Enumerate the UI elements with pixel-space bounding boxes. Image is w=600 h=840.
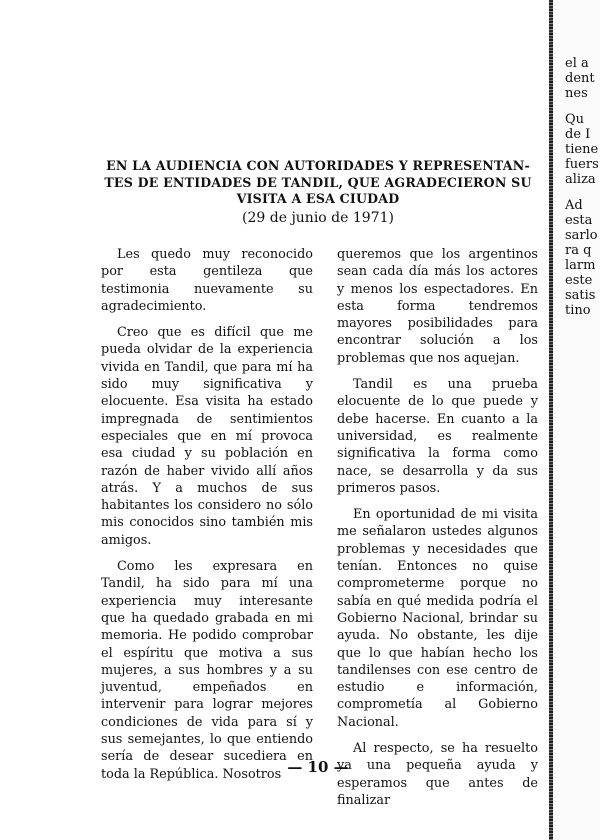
heading-line-3: VISITA A ESA CIUDAD bbox=[236, 191, 400, 206]
paragraph: Como les expresara en Tandil, ha sido para mí una experiencia muy interesante que ha quedado grabada en mi memoria. He podido comprobar el espíritu que motiva a sus mujeres, a sus hombres y a su juventud, empeñados en intervenir para lograr mejores condiciones de vida para sí y sus semejantes, lo que entiendo sería de desear sucediera en toda la República. Nosotros bbox=[101, 559, 313, 782]
paragraph: En oportunidad de mi visita me señalaron ustedes algunos problemas y necesidades que tenían. Entonces no quise comprometerme porque no sabía en qué medida podría el Gobierno Nacional, brindar su ayuda. No obstante, les dije que lo que habían hecho los tandilenses con ese centro de estudio e información, comprometía al Gobierno Nacional. bbox=[337, 507, 538, 730]
paragraph: Al respecto, se ha resuelto ya una pequeña ayuda y esperamos que antes de finalizar bbox=[337, 741, 538, 808]
paragraph: Les quedo muy reconocido por esta gentileza que testimonia nuevamente su agradecimiento. bbox=[101, 247, 313, 314]
paragraph: queremos que los argentinos sean cada día más los actores y menos los espectadores. En esta forma tendremos mayores posibilidades para encontrar solución a los problemas que nos aquejan. bbox=[337, 247, 538, 366]
facing-page-fragment bbox=[553, 0, 600, 840]
facing-page-line: este bbox=[565, 273, 593, 288]
speech-date: (29 de junio de 1971) bbox=[242, 210, 394, 226]
facing-page-line: el a bbox=[565, 56, 589, 71]
facing-page-line: sarlo bbox=[565, 228, 598, 243]
heading-line-1: EN LA AUDIENCIA CON AUTORIDADES Y REPRESENTAN- bbox=[106, 158, 530, 173]
paragraph: Tandil es una prueba elocuente de lo que puede y debe hacerse. En cuanto a la universidad, es realmente significativa la forma como nace, se desarrolla y da sus primeros pasos. bbox=[337, 377, 538, 496]
facing-page-line: tiene bbox=[565, 142, 599, 157]
facing-page-line: aliza bbox=[565, 172, 596, 187]
facing-page-line: nes bbox=[565, 86, 588, 101]
facing-page-line: fuers bbox=[565, 157, 599, 172]
facing-page-line: Ad bbox=[565, 198, 583, 213]
facing-page-line: esta bbox=[565, 213, 593, 228]
facing-page-line: dent bbox=[565, 71, 595, 86]
page-number: — 10 — bbox=[287, 758, 349, 776]
paragraph: Creo que es difícil que me pueda olvidar de la experiencia vivida en Tandil, que para mí ha sido muy significativa y elocuente. Esa visita ha estado impregnada de sentimientos especiales que en mí provoca esa ciudad y su población en razón de haber vivido allí años atrás. Y a muchos de sus habitantes los considero no sólo mis conocidos sino también mis amigos. bbox=[101, 325, 313, 548]
heading-line-2: TES DE ENTIDADES DE TANDIL, QUE AGRADECIERON SU bbox=[104, 174, 532, 190]
facing-page-line: de I bbox=[565, 127, 591, 142]
facing-page-line: Qu bbox=[565, 112, 585, 127]
right-column bbox=[337, 246, 538, 818]
speech-heading bbox=[90, 158, 546, 208]
facing-page-line: tino bbox=[565, 303, 591, 318]
facing-page-line: larm bbox=[565, 258, 596, 273]
facing-page-line: satis bbox=[565, 288, 596, 303]
facing-page-line: ra q bbox=[565, 243, 592, 258]
left-column bbox=[101, 246, 313, 792]
